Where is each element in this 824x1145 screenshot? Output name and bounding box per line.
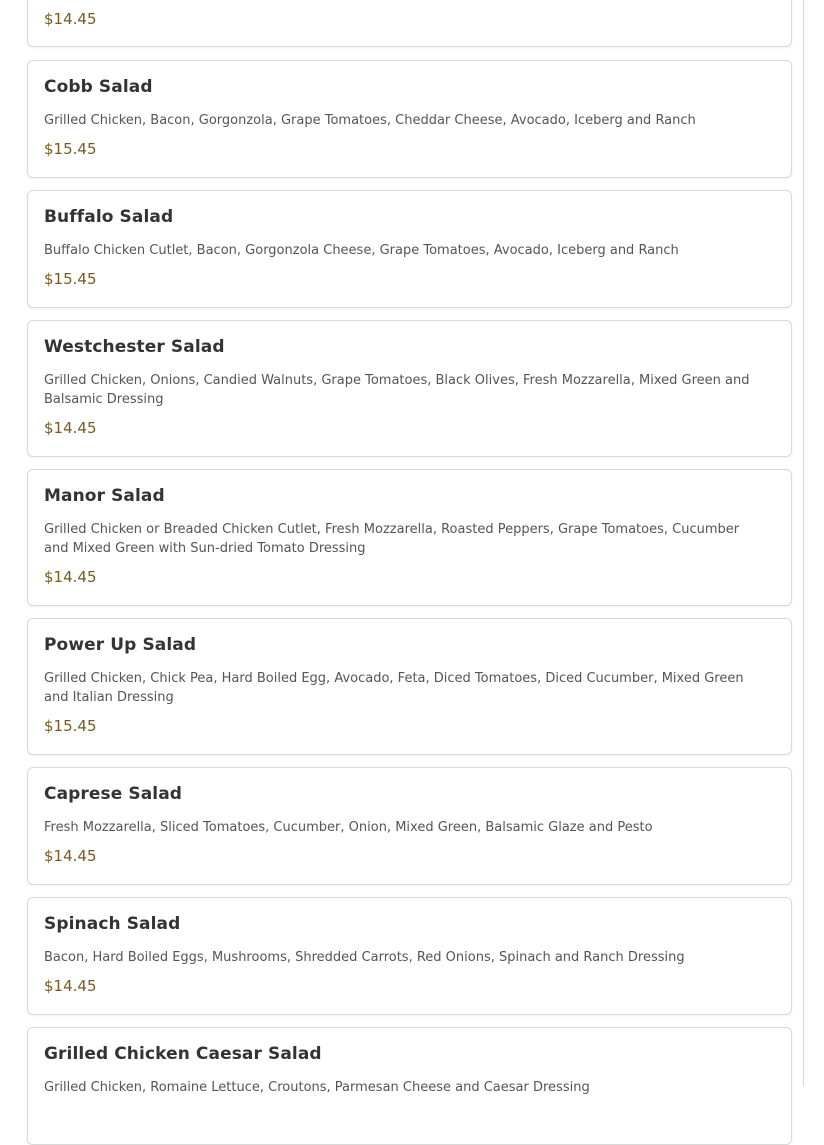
item-name: Buffalo Salad — [44, 207, 174, 227]
menu-item-card[interactable] — [27, 60, 792, 178]
item-description: Buffalo Chicken Cutlet, Bacon, Gorgonzola Cheese, Grape Tomatoes, Avocado, Iceberg and Ranch — [44, 243, 679, 258]
item-price: $15.45 — [44, 270, 97, 288]
item-name: Spinach Salad — [44, 914, 181, 934]
item-description: Grilled Chicken or Breaded Chicken Cutlet, Fresh Mozzarella, Roasted Peppers, Grape Tomatoes, Cucumber and Mixed Green with Sun-dried Tomato Dressing — [44, 522, 740, 556]
menu-item-card[interactable] — [27, 190, 792, 308]
item-description: Fresh Mozzarella, Sliced Tomatoes, Cucumber, Onion, Mixed Green, Balsamic Glaze and Pesto — [44, 820, 653, 835]
item-price: $14.45 — [44, 977, 97, 995]
item-name: Caprese Salad — [44, 784, 183, 804]
item-price: $14.45 — [44, 847, 97, 865]
item-description: Grilled Chicken, Romaine Lettuce, Croutons, Parmesan Cheese and Caesar Dressing — [44, 1080, 590, 1095]
menu-item-card[interactable] — [27, 469, 792, 606]
item-price: $14.45 — [44, 419, 97, 437]
item-description: Bacon, Hard Boiled Eggs, Mushrooms, Shredded Carrots, Red Onions, Spinach and Ranch Dressing — [44, 950, 685, 965]
item-price: $14.45 — [44, 568, 97, 586]
item-description: Grilled Chicken, Bacon, Gorgonzola, Grape Tomatoes, Cheddar Cheese, Avocado, Iceberg and Ranch — [44, 113, 696, 128]
scroll-track — [803, 0, 804, 1086]
item-name: Cobb Salad — [44, 77, 153, 97]
item-name: Manor Salad — [44, 486, 165, 506]
item-price: $15.45 — [44, 717, 97, 735]
menu-item-card[interactable] — [27, 767, 792, 885]
item-name: Grilled Chicken Caesar Salad — [44, 1044, 322, 1064]
menu-item-card[interactable] — [27, 1027, 792, 1145]
item-description: Grilled Chicken, Chick Pea, Hard Boiled Egg, Avocado, Feta, Diced Tomatoes, Diced Cucumber, Mixed Green and Italian Dressing — [44, 671, 744, 705]
menu-item-card[interactable] — [27, 0, 792, 47]
menu-item-card[interactable] — [27, 618, 792, 755]
item-price: $14.45 — [44, 10, 97, 28]
item-description: Grilled Chicken, Onions, Candied Walnuts, Grape Tomatoes, Black Olives, Fresh Mozzarella, Mixed Green and Balsamic Dressing — [44, 373, 750, 407]
menu-item-card[interactable] — [27, 320, 792, 457]
item-name: Power Up Salad — [44, 635, 197, 655]
item-price: $15.45 — [44, 140, 97, 158]
menu-item-card[interactable] — [27, 897, 792, 1015]
item-name: Westchester Salad — [44, 337, 225, 357]
